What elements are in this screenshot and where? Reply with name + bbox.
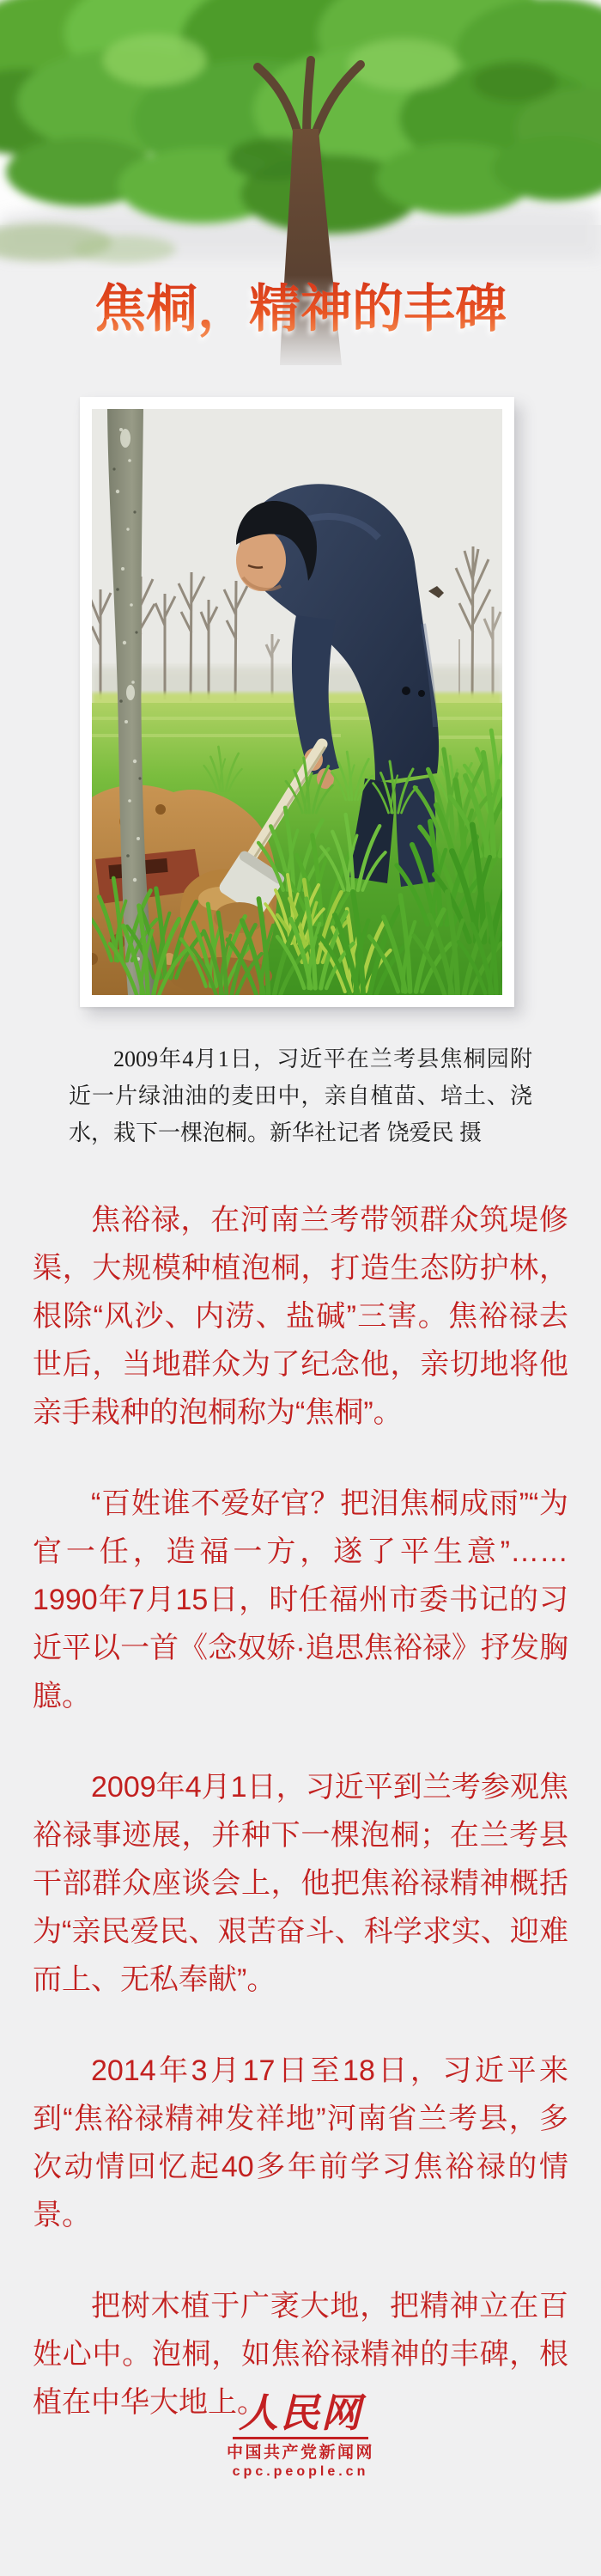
photo-caption: 2009年4月1日，习近平在兰考县焦桐园附近一片绿油油的麦田中，亲自植苗、培土、浇水，栽下一棵泡桐。新华社记者 饶爱民 摄 <box>69 1047 532 1145</box>
footer-logo <box>0 2390 601 2480</box>
article-paragraph-5: 把树木植于广袤大地，把精神立在百姓心中。泡桐，如焦裕禄精神的丰碑，根植在中华大地上。 <box>33 2290 568 2419</box>
page-title-text: 焦桐，精神的丰碑 <box>94 280 507 338</box>
people-daily-online-logo: 人民网 <box>239 2390 362 2435</box>
page-title <box>0 273 601 345</box>
cpc-news-site-name: 中国共产党新闻网 <box>226 2444 374 2462</box>
logo-divider <box>233 2437 368 2439</box>
photo-frame <box>80 397 514 1007</box>
article-paragraph-3: 2009年4月1日，习近平到兰考参观焦裕禄事迹展，并种下一棵泡桐；在兰考县干部群众座谈会上，他把焦裕禄精神概括为“亲民爱民、艰苦奋斗、科学求实、迎难而上、无私奉献”。 <box>33 1771 568 1996</box>
article-paragraph-1: 焦裕禄，在河南兰考带领群众筑堤修渠，大规模种植泡桐，打造生态防护林，根除“风沙、内涝、盐碱”三害。焦裕禄去世后，当地群众为了纪念他，亲切地将他亲手栽种的泡桐称为“焦桐”。 <box>33 1204 568 1429</box>
photo-planting-paulownia <box>92 409 502 995</box>
article-body <box>33 1196 568 2469</box>
article-paragraph-4: 2014年3月17日至18日，习近平来到“焦裕禄精神发祥地”河南省兰考县，多次动情回忆起40多年前学习焦裕禄的情景。 <box>33 2054 568 2231</box>
cpc-news-site-url: cpc.people.cn <box>232 2464 369 2479</box>
article-paragraph-2: “百姓谁不爱好官？把泪焦桐成雨”“为官一任，造福一方，遂了平生意”……1990年7月15日，时任福州市委书记的习近平以一首《念奴娇·追思焦裕禄》抒发胸臆。 <box>33 1487 568 1712</box>
